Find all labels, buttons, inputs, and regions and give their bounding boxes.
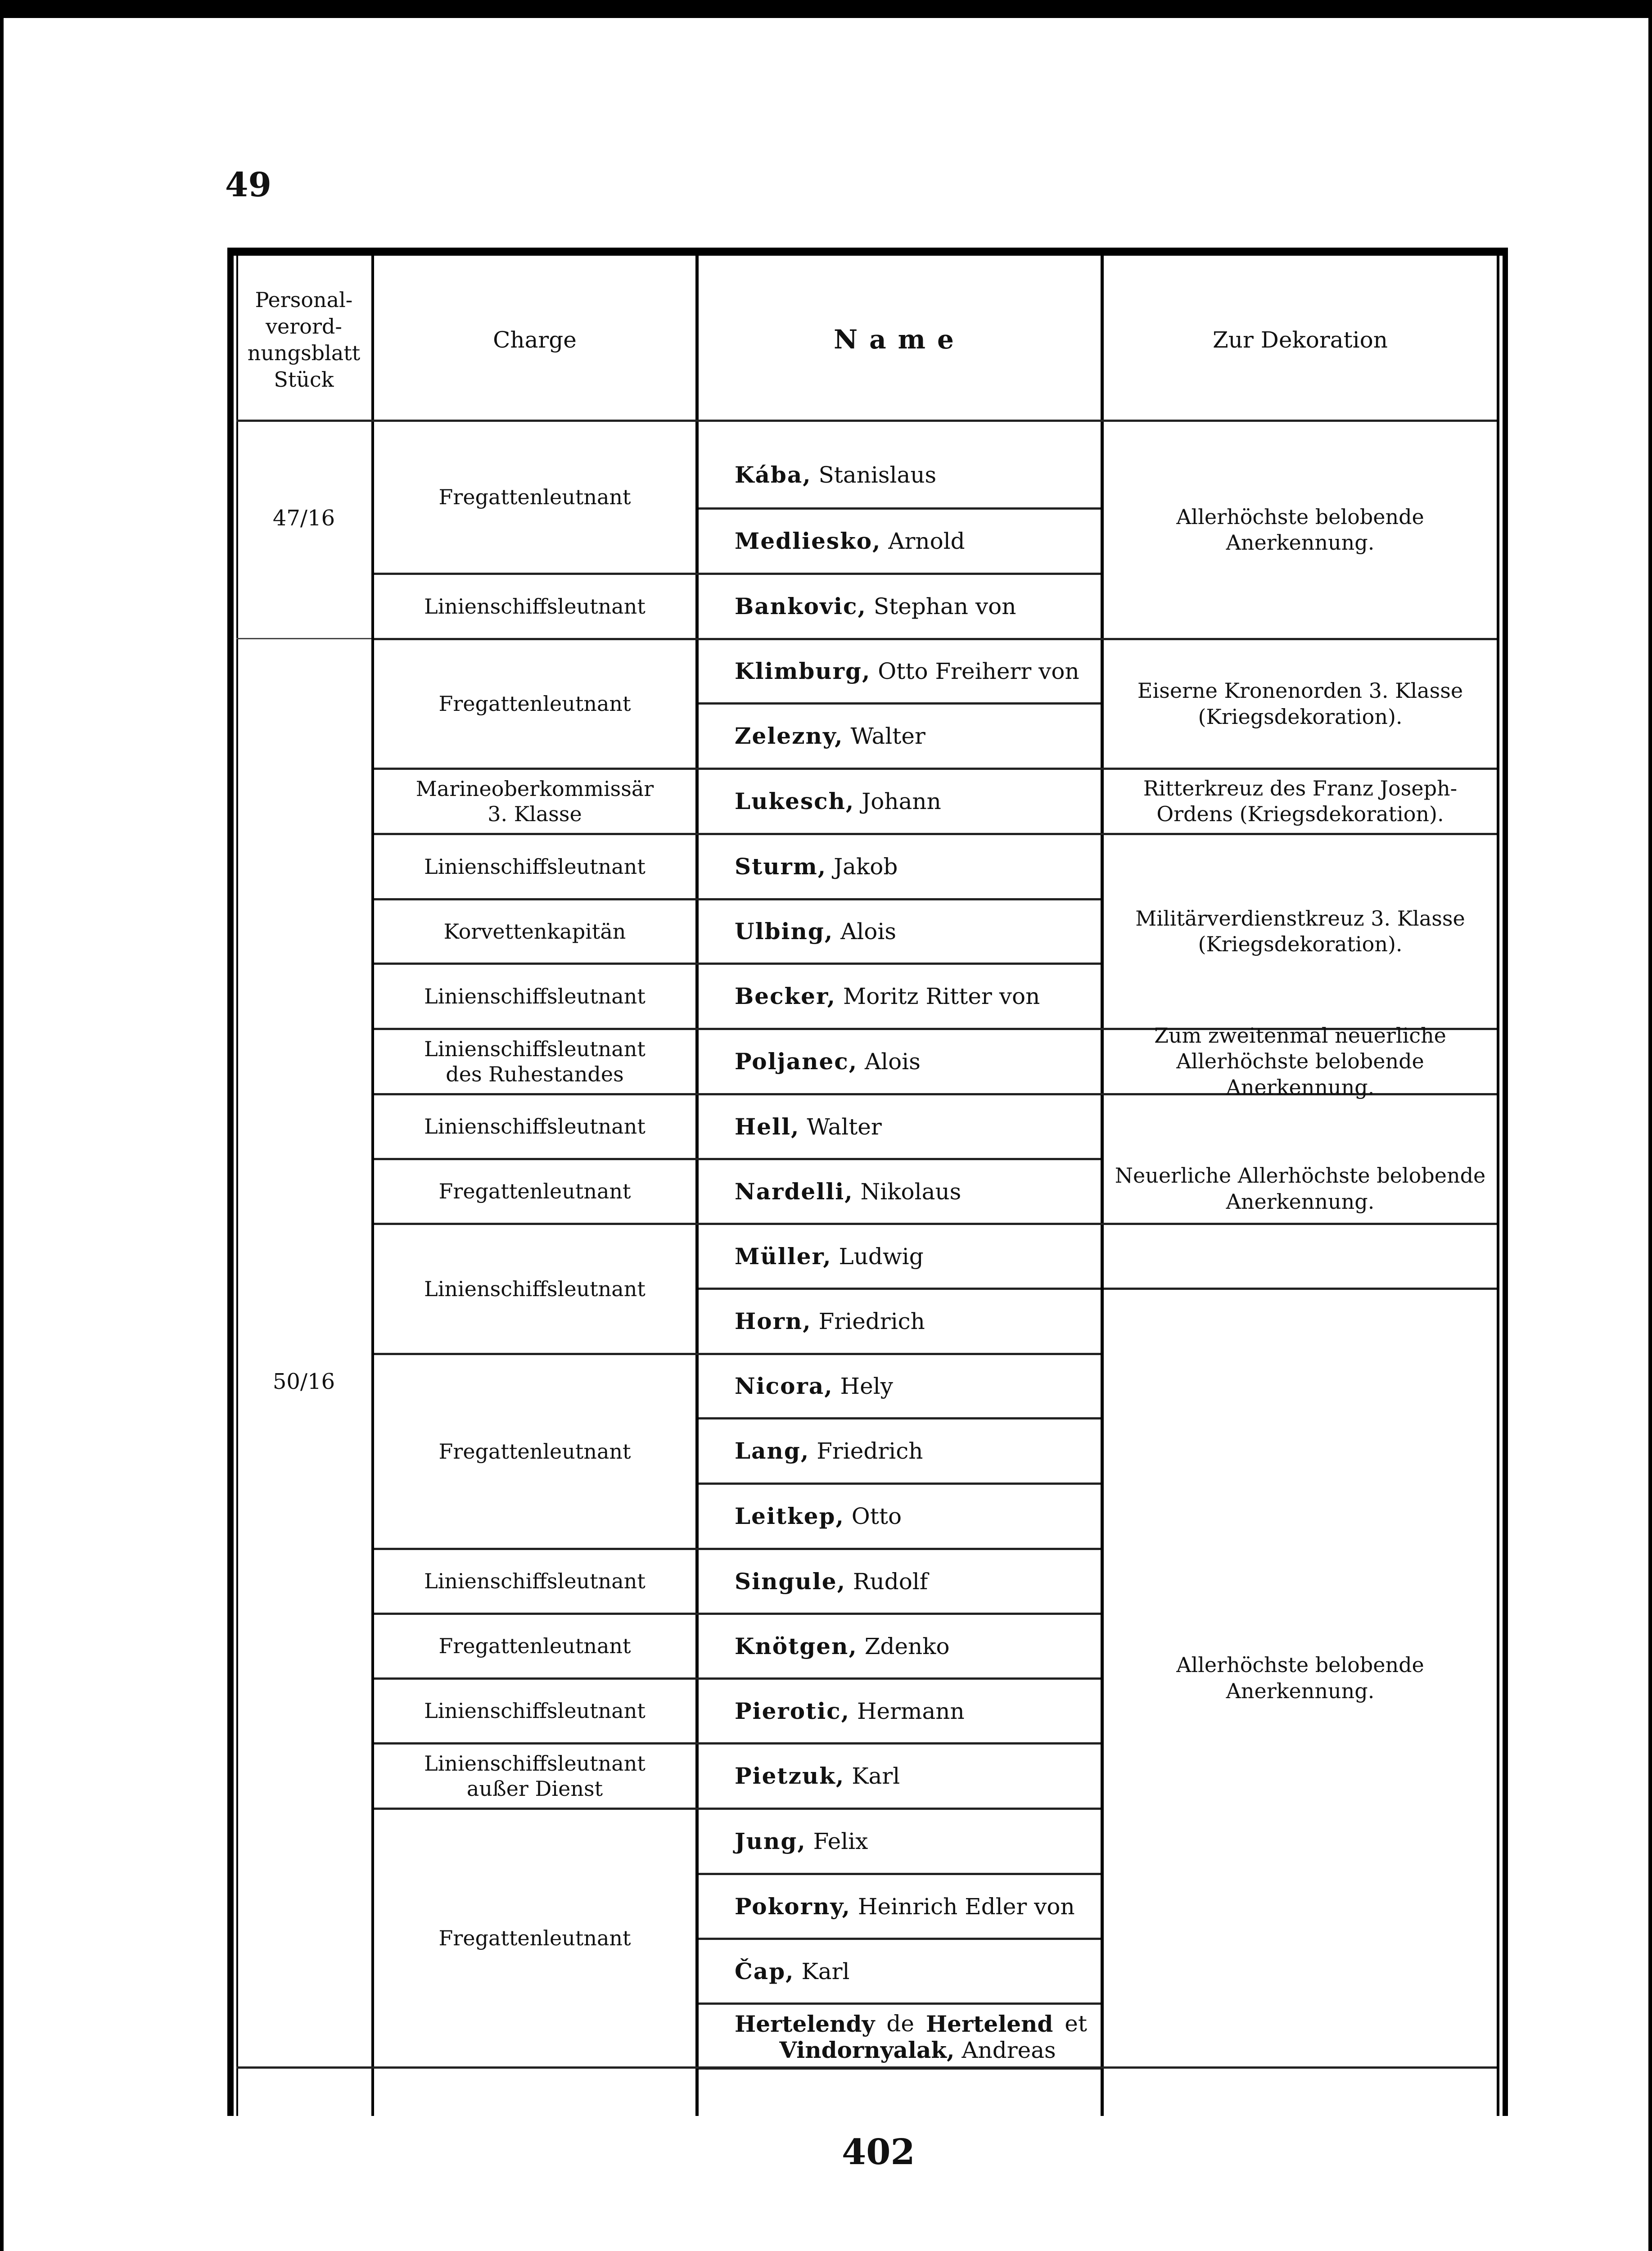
name-cell — [699, 1615, 1101, 1677]
name-particle: et — [1065, 2011, 1087, 2037]
surname: Poljanec, — [735, 1048, 858, 1075]
page-number-bottom: 402 — [842, 2132, 915, 2173]
surname: Horn, — [735, 1308, 812, 1334]
name-cell — [699, 1875, 1101, 1938]
dekoration-line: (Kriegsdekoration). — [1198, 932, 1403, 956]
given-name: Ludwig — [839, 1243, 924, 1270]
dekoration-cell — [1104, 835, 1497, 1028]
surname: Klimburg, — [735, 658, 871, 684]
name-cell — [699, 640, 1101, 702]
surname: Hell, — [735, 1113, 800, 1140]
name-cell — [699, 1225, 1101, 1288]
dekoration-line: Militärverdienstkreuz 3. Klasse — [1135, 906, 1465, 931]
surname: Knötgen, — [735, 1632, 858, 1659]
header-name: Name — [834, 324, 966, 355]
header-stueck-line: Personal- — [255, 288, 353, 312]
name-cell — [699, 575, 1101, 638]
name-cell — [699, 900, 1101, 963]
table-bottom-divider — [236, 2066, 1497, 2069]
header-stueck-line: nungsblatt — [247, 341, 361, 365]
name-line — [735, 2011, 1101, 2037]
given-name: Stephan von — [873, 593, 1016, 619]
surname: Lukesch, — [735, 788, 855, 814]
surname: Jung, — [735, 1828, 806, 1854]
given-name: Nikolaus — [860, 1178, 961, 1205]
surname: Zelezny, — [735, 723, 844, 749]
dekoration-line: Eiserne Kronenorden 3. Klasse — [1137, 678, 1463, 703]
dekoration-line: Anerkennung. — [1226, 1189, 1375, 1214]
scan-border-top — [0, 0, 1652, 18]
charge-cell: Linienschiffsleutnant — [424, 1276, 645, 1301]
name-cell — [699, 835, 1101, 898]
charge-line: 3. Klasse — [487, 802, 582, 826]
name-cell — [699, 1810, 1101, 1873]
header-stueck — [236, 266, 371, 414]
name-particle: de — [886, 2011, 915, 2037]
given-name: Zdenko — [864, 1633, 950, 1659]
surname: Nicora, — [735, 1373, 833, 1399]
surname: Hertelendy — [735, 2011, 875, 2037]
charge-cell: Linienschiffsleutnant — [424, 984, 645, 1008]
charge-cell: Linienschiffsleutnant — [424, 854, 645, 879]
charge-cell: Korvettenkapitän — [443, 919, 626, 944]
scan-border-right — [1648, 0, 1652, 2251]
dekoration-line: Neuerliche Allerhöchste belobende — [1115, 1163, 1486, 1188]
surname: Ulbing, — [735, 918, 834, 945]
given-name: Felix — [813, 1828, 868, 1854]
name-cell — [699, 442, 1101, 507]
header-stueck-line: Stück — [274, 367, 334, 392]
page-number-top: 49 — [225, 166, 271, 204]
surname: Kába, — [735, 461, 812, 488]
dekoration-cell — [1104, 770, 1497, 833]
name-cell — [699, 2005, 1101, 2066]
dekoration-cell — [1104, 640, 1497, 768]
charge-cell: Linienschiffsleutnant — [424, 594, 645, 619]
given-name: Arnold — [888, 528, 965, 554]
name-cell — [699, 705, 1101, 768]
given-name: Hely — [840, 1373, 893, 1399]
table-right-border-inner — [1497, 248, 1499, 2116]
name-cell — [699, 1160, 1101, 1223]
dekoration-line: Allerhöchste belobende Anerkennung. — [1176, 1049, 1424, 1099]
given-name: Karl — [852, 1763, 900, 1789]
charge-cell: Fregattenleutnant — [438, 1179, 631, 1204]
table-top-border — [227, 248, 1508, 256]
table-right-border — [1503, 248, 1508, 2116]
name-cell — [699, 1550, 1101, 1613]
dekoration-cell: Allerhöchste belobende Anerkennung. — [1176, 1653, 1424, 1703]
charge-line: Linienschiffsleutnant — [424, 1036, 645, 1061]
charge-cell: Fregattenleutnant — [438, 1439, 631, 1464]
given-name: Friedrich — [817, 1438, 923, 1464]
charge-cell — [374, 1745, 695, 1808]
decorations-table — [227, 248, 1508, 2116]
surname: Müller, — [735, 1243, 832, 1270]
header-stueck-line: verord- — [266, 314, 342, 339]
stueck-47-16: 47/16 — [272, 506, 335, 531]
charge-cell — [374, 1030, 695, 1093]
given-name: Johann — [862, 788, 941, 814]
name-cell — [699, 1680, 1101, 1742]
dekoration-line: Zum zweitenmal neuerliche — [1154, 1023, 1446, 1048]
charge-cell: Linienschiffsleutnant — [424, 1569, 645, 1594]
given-name: Karl — [801, 1958, 850, 1984]
charge-cell: Fregattenleutnant — [438, 692, 631, 716]
place-name: Hertelend — [925, 2011, 1053, 2037]
given-name: Heinrich Edler von — [858, 1893, 1075, 1920]
name-cell — [699, 510, 1101, 573]
given-name: Alois — [865, 1049, 921, 1075]
header-dekoration: Zur Dekoration — [1213, 327, 1388, 353]
charge-line: des Ruhestandes — [446, 1062, 624, 1086]
place-name: Vindornyalak, — [779, 2036, 955, 2063]
given-name: Rudolf — [853, 1568, 928, 1595]
scan-border-left — [0, 0, 4, 2251]
given-name: Jakob — [834, 854, 898, 880]
given-name: Stanislaus — [818, 461, 937, 488]
surname: Medliesko, — [735, 528, 881, 554]
surname: Nardelli, — [735, 1178, 853, 1205]
surname: Lang, — [735, 1437, 810, 1464]
charge-cell: Linienschiffsleutnant — [424, 1114, 645, 1139]
charge-cell: Fregattenleutnant — [438, 1634, 631, 1659]
name-cell — [699, 770, 1101, 833]
name-cell — [699, 1290, 1101, 1353]
table-left-border — [227, 248, 234, 2116]
stueck-divider — [236, 638, 371, 639]
name-cell — [699, 1030, 1101, 1093]
given-name: Friedrich — [818, 1308, 925, 1334]
dekoration-line: Ritterkreuz des Franz Joseph- — [1143, 776, 1458, 800]
header-charge: Charge — [493, 327, 577, 353]
dekoration-cell: Allerhöchste belobende Anerkennung. — [1176, 504, 1424, 555]
surname: Pietzuk, — [735, 1763, 845, 1789]
given-name: Otto — [851, 1503, 902, 1529]
name-cell — [699, 1485, 1101, 1548]
given-name: Walter — [807, 1113, 882, 1140]
charge-line: Marineoberkommissär — [415, 776, 654, 801]
given-name: Walter — [850, 723, 925, 749]
name-cell — [699, 965, 1101, 1028]
given-name: Alois — [840, 918, 897, 945]
surname: Pierotic, — [735, 1697, 850, 1724]
given-name: Andreas — [961, 2037, 1056, 2063]
charge-line: Linienschiffsleutnant — [424, 1751, 645, 1776]
surname: Čap, — [735, 1957, 794, 1984]
column-divider-3 — [1101, 248, 1104, 2116]
dekoration-line: Ordens (Kriegsdekoration). — [1156, 802, 1444, 826]
charge-cell — [374, 770, 695, 833]
surname: Leitkep, — [735, 1503, 844, 1529]
name-line — [735, 2037, 1101, 2064]
surname: Becker, — [735, 983, 836, 1009]
surname: Singule, — [735, 1568, 846, 1595]
dekoration-cell — [1104, 1023, 1497, 1099]
dekoration-cell — [1104, 1095, 1497, 1288]
name-cell — [699, 1745, 1101, 1808]
given-name: Moritz Ritter von — [843, 983, 1040, 1009]
given-name: Otto Freiherr von — [878, 658, 1079, 684]
name-cell — [699, 1940, 1101, 2002]
charge-line: außer Dienst — [466, 1776, 603, 1801]
charge-cell: Fregattenleutnant — [438, 1926, 631, 1950]
charge-cell: Linienschiffsleutnant — [424, 1699, 645, 1723]
stueck-50-16: 50/16 — [272, 1369, 335, 1395]
surname: Pokorny, — [735, 1893, 851, 1920]
name-cell — [699, 1095, 1101, 1158]
name-cell — [699, 1355, 1101, 1417]
surname: Sturm, — [735, 853, 827, 880]
charge-cell: Fregattenleutnant — [438, 485, 631, 510]
column-divider-2 — [695, 248, 699, 2116]
dekoration-line: (Kriegsdekoration). — [1198, 704, 1403, 729]
given-name: Hermann — [857, 1698, 965, 1724]
surname: Bankovic, — [735, 593, 867, 619]
name-cell — [699, 1419, 1101, 1483]
